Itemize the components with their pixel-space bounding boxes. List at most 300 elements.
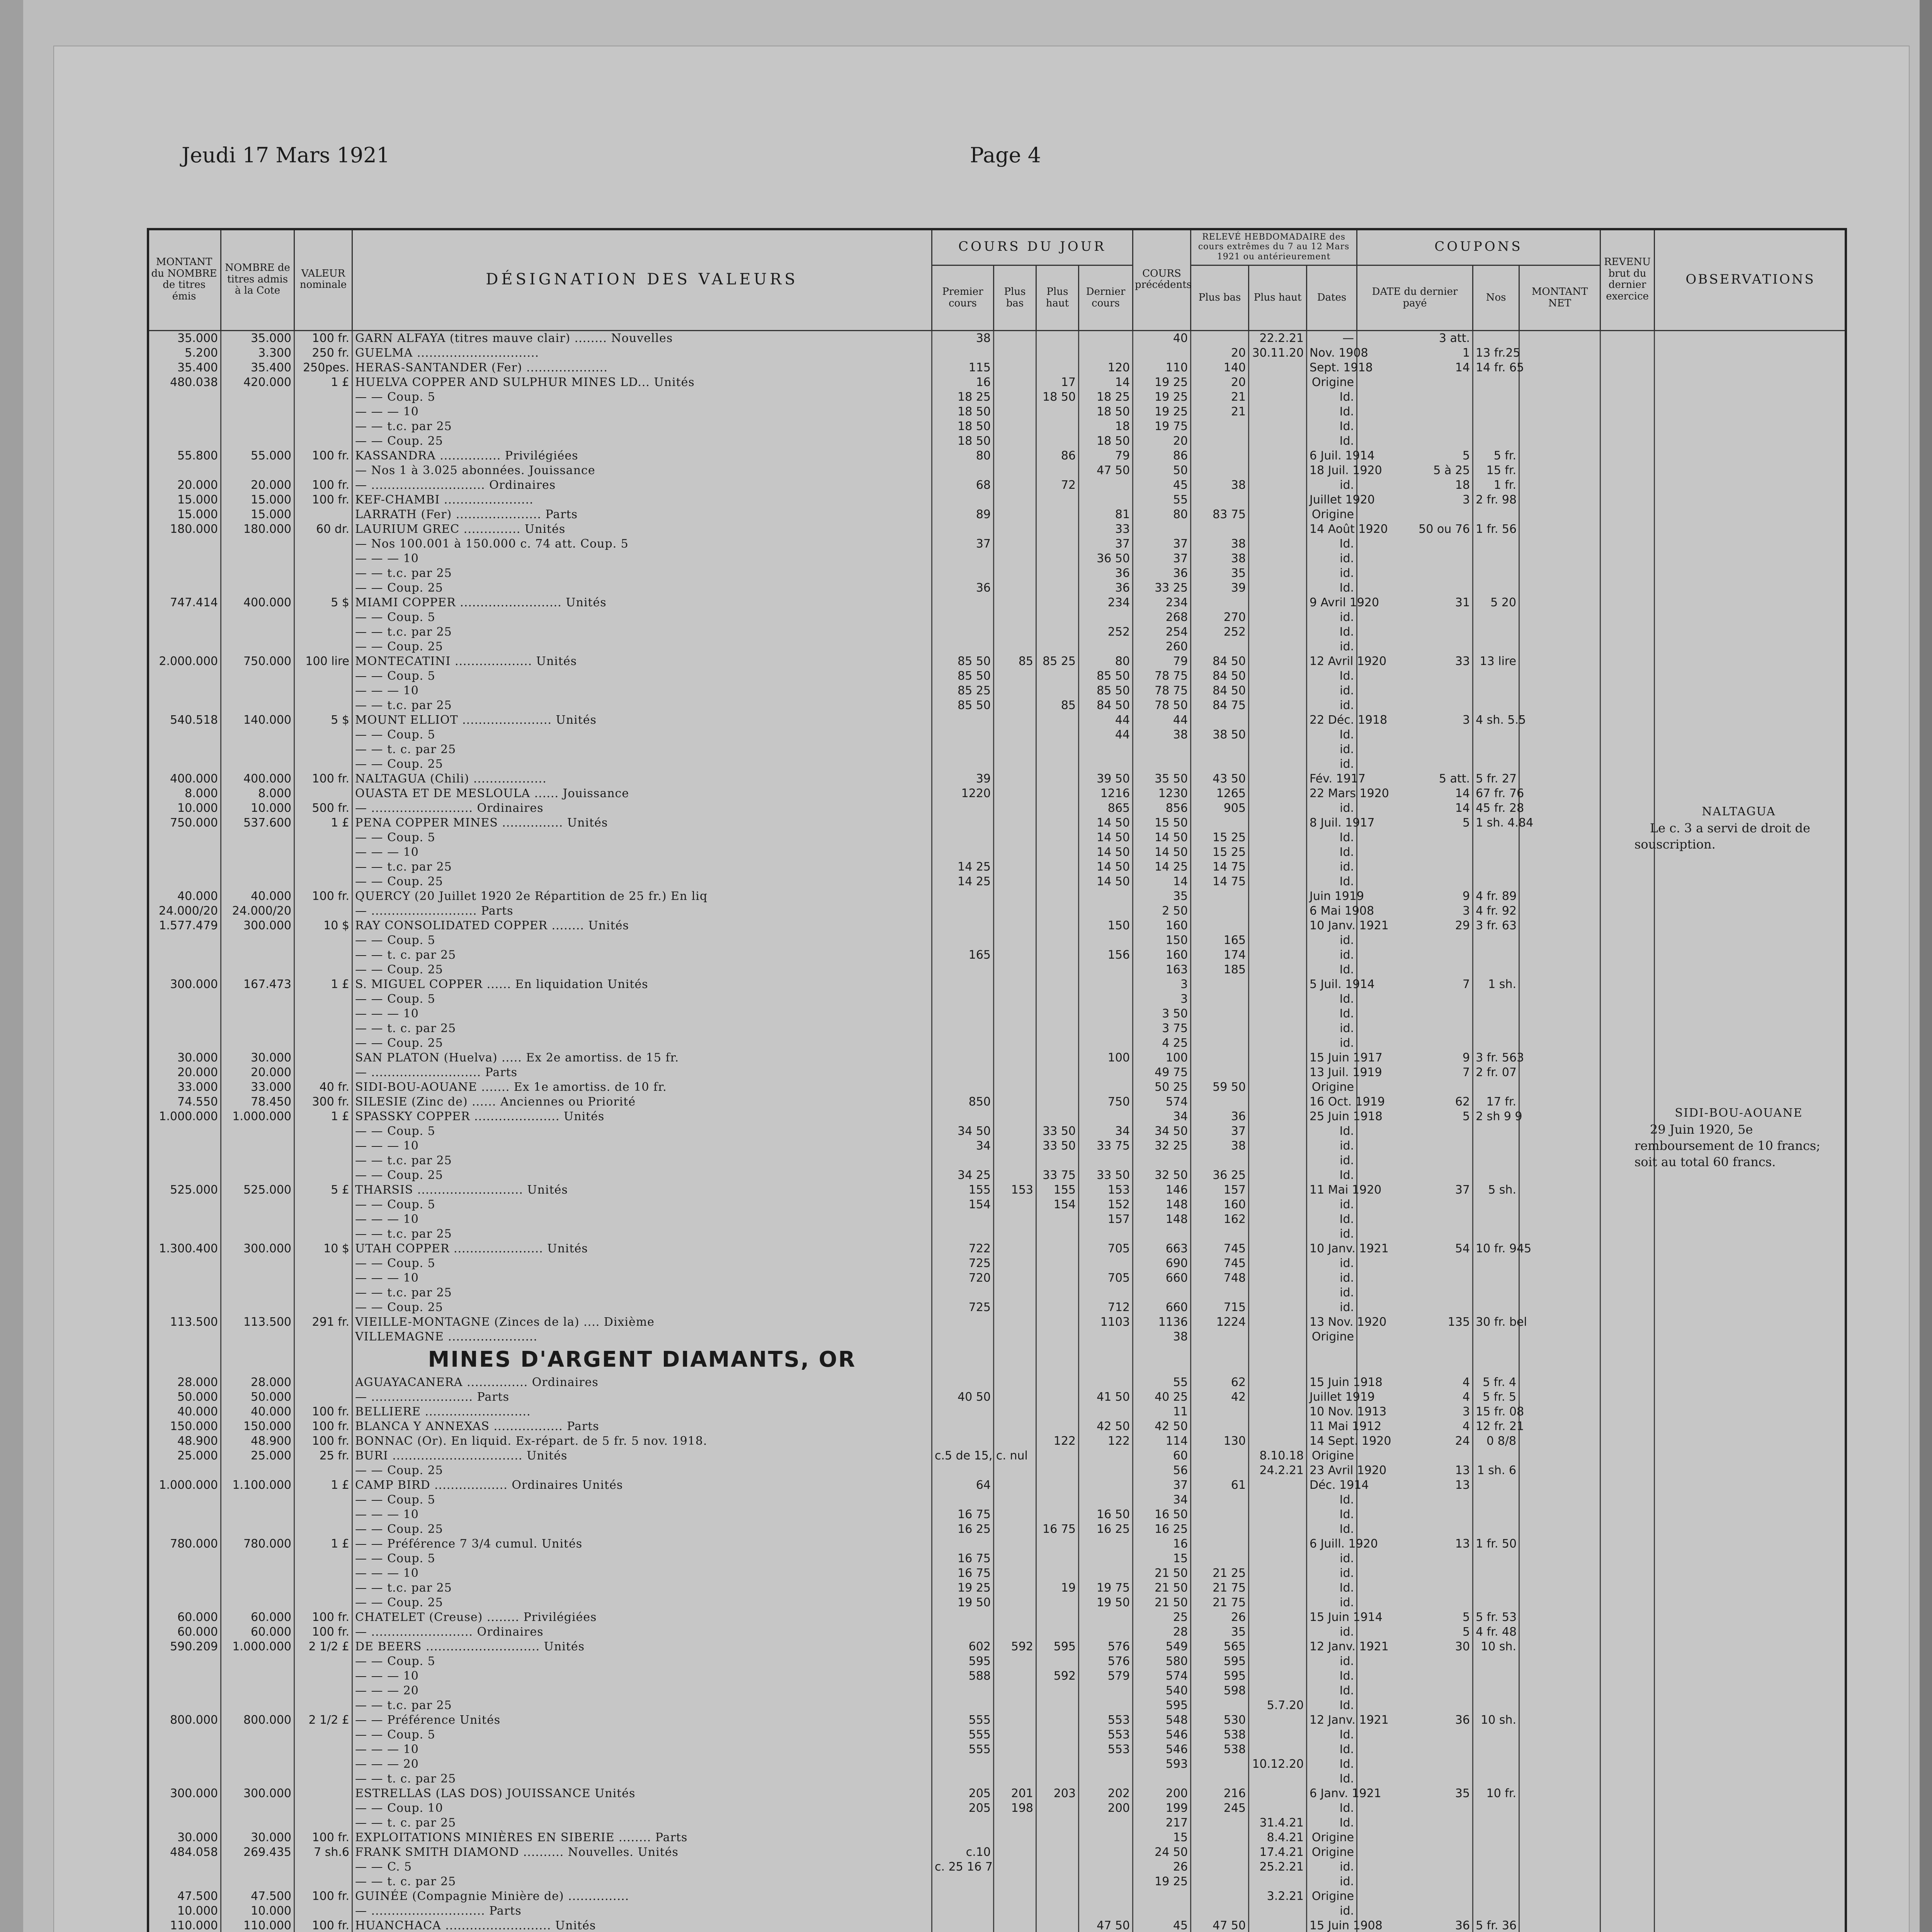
- table-cell: 5 à 25: [1357, 463, 1473, 478]
- table-cell: 576: [1079, 1639, 1133, 1654]
- table-cell: GUINÉE (Compagnie Minière de) ...............: [352, 1889, 932, 1904]
- table-cell: 1: [1357, 346, 1473, 361]
- table-cell: 747.414: [148, 595, 221, 610]
- table-cell: 2 fr. 07: [1473, 1065, 1519, 1080]
- table-cell: — — t.c. par 25: [352, 1581, 932, 1595]
- table-cell: 36: [1133, 566, 1191, 581]
- col-valeur: VALEUR nominale: [294, 229, 352, 331]
- table-cell: — — Coup. 5: [352, 1197, 932, 1212]
- table-cell: 9 Avril 1920: [1307, 595, 1357, 610]
- table-cell: — ............................ Parts: [352, 1904, 932, 1918]
- table-cell: 21 75: [1191, 1595, 1249, 1610]
- table-cell: Origine: [1307, 1080, 1357, 1095]
- table-cell: 18: [1079, 419, 1133, 434]
- table-cell: 745: [1191, 1256, 1249, 1271]
- table-cell: 8.000: [148, 786, 221, 801]
- table-cell: LAURIUM GREC .............. Unités: [352, 522, 932, 537]
- table-cell: 3: [1357, 1405, 1473, 1419]
- table-cell: 4: [1357, 1419, 1473, 1434]
- table-cell: 100 fr.: [294, 1918, 352, 1932]
- table-cell: 34 25: [932, 1168, 994, 1183]
- table-cell: 38 50: [1191, 728, 1249, 742]
- table-cell: UTAH COPPER ...................... Unités: [352, 1242, 932, 1256]
- table-cell: 400.000: [221, 772, 294, 786]
- table-cell: 1 fr.: [1473, 478, 1519, 493]
- table-cell: 122: [1079, 1434, 1133, 1449]
- table-cell: MONTECATINI ................... Unités: [352, 654, 932, 669]
- table-cell: 5 fr. 4: [1473, 1375, 1519, 1390]
- table-cell: 780.000: [221, 1537, 294, 1551]
- table-cell: 34: [932, 1139, 994, 1153]
- table-cell: Id.: [1307, 1493, 1357, 1507]
- table-cell: 5: [1357, 1625, 1473, 1639]
- table-cell: 165: [1191, 933, 1249, 948]
- table-cell: THARSIS .......................... Unités: [352, 1183, 932, 1197]
- table-cell: 745: [1191, 1242, 1249, 1256]
- table-cell: — — Coup. 25: [352, 1463, 932, 1478]
- table-cell: 5: [1357, 816, 1473, 830]
- table-cell: — — t. c. par 25: [352, 1816, 932, 1830]
- table-cell: 30.000: [148, 1830, 221, 1845]
- table-cell: —: [1307, 330, 1357, 346]
- table-cell: id.: [1307, 1595, 1357, 1610]
- table-cell: 19 25: [1133, 375, 1191, 390]
- table-cell: 79: [1133, 654, 1191, 669]
- table-cell: 5 fr. 36: [1473, 1918, 1519, 1932]
- table-cell: 18 50: [1079, 434, 1133, 449]
- table-cell: Origine: [1307, 1330, 1357, 1344]
- table-cell: 35 50: [1133, 772, 1191, 786]
- table-cell: 78 75: [1133, 684, 1191, 698]
- table-cell: ESTRELLAS (LAS DOS) JOUISSANCE Unités: [352, 1786, 932, 1801]
- table-cell: 254: [1133, 625, 1191, 639]
- table-cell: 5 $: [294, 595, 352, 610]
- table-cell: 24.000/20: [221, 904, 294, 918]
- table-cell: 150.000: [148, 1419, 221, 1434]
- table-cell: Id.: [1307, 390, 1357, 405]
- table-cell: 250 fr.: [294, 346, 352, 361]
- table-cell: — — t.c. par 25: [352, 566, 932, 581]
- table-cell: — — Coup. 5: [352, 669, 932, 684]
- table-cell: 580: [1133, 1654, 1191, 1669]
- table-cell: 146: [1133, 1183, 1191, 1197]
- table-cell: 48.900: [148, 1434, 221, 1449]
- table-cell: 100 fr.: [294, 1625, 352, 1639]
- table-cell: 260: [1133, 639, 1191, 654]
- col-dernier-cours: Dernier cours: [1079, 265, 1133, 330]
- table-cell: Id.: [1307, 963, 1357, 977]
- col-plus-haut: Plus haut: [1036, 265, 1079, 330]
- table-cell: 16 25: [1133, 1522, 1191, 1537]
- table-cell: 29: [1357, 918, 1473, 933]
- table-cell: 25: [1133, 1610, 1191, 1625]
- col-nombre: NOMBRE de titres admis à la Cote: [221, 229, 294, 331]
- table-cell: 180.000: [148, 522, 221, 537]
- table-cell: 21 50: [1133, 1566, 1191, 1581]
- table-cell: Id.: [1307, 434, 1357, 449]
- table-cell: 14 50: [1079, 845, 1133, 860]
- table-cell: 39: [932, 772, 994, 786]
- table-cell: Id.: [1307, 537, 1357, 551]
- table-cell: 110.000: [221, 1918, 294, 1932]
- table-cell: 201: [994, 1786, 1036, 1801]
- table-cell: 100 fr.: [294, 1889, 352, 1904]
- table-cell: 300.000: [221, 918, 294, 933]
- table-cell: Origine: [1307, 1449, 1357, 1463]
- table-cell: 36: [932, 581, 994, 595]
- table-cell: 38: [1191, 1139, 1249, 1153]
- table-cell: 1 fr. 56: [1473, 522, 1519, 537]
- table-cell: 1 £: [294, 977, 352, 992]
- table-cell: 60.000: [148, 1625, 221, 1639]
- table-cell: 47 50: [1191, 1918, 1249, 1932]
- table-cell: 43 50: [1191, 772, 1249, 786]
- table-cell: 1.000.000: [148, 1478, 221, 1493]
- table-cell: — — Préférence 7 3/4 cumul. Unités: [352, 1537, 932, 1551]
- table-cell: BLANCA Y ANNEXAS ................. Parts: [352, 1419, 932, 1434]
- table-cell: CAMP BIRD .................. Ordinaires Unités: [352, 1478, 932, 1493]
- table-cell: Déc. 1914: [1307, 1478, 1357, 1493]
- table-cell: 16 75: [932, 1566, 994, 1581]
- table-cell: 3 fr. 563: [1473, 1051, 1519, 1065]
- table-cell: 42 50: [1133, 1419, 1191, 1434]
- table-cell: NALTAGUA (Chili) ..................: [352, 772, 932, 786]
- table-cell: 33 25: [1133, 581, 1191, 595]
- table-cell: 579: [1079, 1669, 1133, 1684]
- table-cell: 690: [1133, 1256, 1191, 1271]
- table-cell: id.: [1307, 551, 1357, 566]
- table-cell: 5: [1357, 449, 1473, 463]
- table-cell: 553: [1079, 1713, 1133, 1728]
- table-cell: 750: [1079, 1095, 1133, 1109]
- table-cell: id.: [1307, 933, 1357, 948]
- observation-title: NALTAGUA: [1702, 805, 1776, 818]
- table-cell: 13: [1357, 1478, 1473, 1493]
- table-cell: 856: [1133, 801, 1191, 816]
- table-cell: c. 25 16 7: [932, 1860, 994, 1874]
- table-cell: 2 fr. 98: [1473, 493, 1519, 507]
- table-cell: 750.000: [221, 654, 294, 669]
- table-cell: 33: [1357, 654, 1473, 669]
- table-cell: 500 fr.: [294, 801, 352, 816]
- table-cell: 100: [1079, 1051, 1133, 1065]
- table-cell: 163: [1133, 963, 1191, 977]
- table-cell: — — Coup. 5: [352, 610, 932, 625]
- table-cell: 60.000: [221, 1625, 294, 1639]
- table-cell: Juin 1919: [1307, 889, 1357, 904]
- table-cell: 205: [932, 1786, 994, 1801]
- table-cell: AGUAYACANERA ............... Ordinaires: [352, 1375, 932, 1390]
- table-cell: 60 dr.: [294, 522, 352, 537]
- table-cell: 100 fr.: [294, 1830, 352, 1845]
- table-cell: id.: [1307, 1197, 1357, 1212]
- table-cell: 37: [1079, 537, 1133, 551]
- table-cell: OUASTA ET DE MESLOULA ...... Jouissance: [352, 786, 932, 801]
- table-cell: 15 Juin 1917: [1307, 1051, 1357, 1065]
- table-cell: — — — 10: [352, 684, 932, 698]
- table-cell: 6 Juil. 1914: [1307, 449, 1357, 463]
- table-cell: 37: [1133, 537, 1191, 551]
- table-cell: 555: [932, 1713, 994, 1728]
- table-cell: 44: [1079, 713, 1133, 728]
- table-cell: 85 25: [1036, 654, 1079, 669]
- table-cell: 10.000: [221, 1904, 294, 1918]
- table-cell: 19 75: [1133, 419, 1191, 434]
- table-cell: 8.000: [221, 786, 294, 801]
- table-cell: 18 50: [932, 405, 994, 419]
- table-cell: 40 25: [1133, 1390, 1191, 1405]
- table-cell: 62: [1191, 1375, 1249, 1390]
- table-cell: 1224: [1191, 1315, 1249, 1330]
- table-frame: [147, 228, 1847, 1932]
- table-cell: 15.000: [221, 493, 294, 507]
- table-cell: 13 lire: [1473, 654, 1519, 669]
- table-cell: 16 75: [932, 1507, 994, 1522]
- table-cell: 85 50: [932, 669, 994, 684]
- table-cell: 14 Août 1920: [1307, 522, 1357, 537]
- table-cell: 12 Janv. 1921: [1307, 1639, 1357, 1654]
- table-cell: 540: [1133, 1684, 1191, 1698]
- table-cell: 18 50: [932, 419, 994, 434]
- table-cell: 50.000: [148, 1390, 221, 1405]
- table-cell: 10.12.20: [1249, 1757, 1307, 1772]
- table-cell: EXPLOITATIONS MINIÈRES EN SIBERIE ........ Parts: [352, 1830, 932, 1845]
- table-cell: 148: [1133, 1212, 1191, 1227]
- table-cell: 100 fr.: [294, 330, 352, 346]
- table-cell: 44: [1079, 728, 1133, 742]
- table-cell: 300.000: [148, 977, 221, 992]
- table-cell: 55: [1133, 493, 1191, 507]
- table-cell: 5 fr. 27: [1473, 772, 1519, 786]
- table-cell: 300.000: [148, 1786, 221, 1801]
- table-cell: 291 fr.: [294, 1315, 352, 1330]
- table-cell: 15 50: [1133, 816, 1191, 830]
- table-cell: 12 Janv. 1921: [1307, 1713, 1357, 1728]
- table-cell: FRANK SMITH DIAMOND .......... Nouvelles. Unités: [352, 1845, 932, 1860]
- table-cell: Id.: [1307, 1757, 1357, 1772]
- table-cell: 25 Juin 1918: [1307, 1109, 1357, 1124]
- table-cell: — — — 10: [352, 1007, 932, 1021]
- table-cell: — ......................... Ordinaires: [352, 1625, 932, 1639]
- table-cell: 140: [1191, 361, 1249, 375]
- table-cell: Id.: [1307, 845, 1357, 860]
- table-cell: c.10: [932, 1845, 994, 1860]
- table-cell: 42: [1191, 1390, 1249, 1405]
- table-cell: 16 25: [1079, 1522, 1133, 1537]
- table-cell: 4 fr. 48: [1473, 1625, 1519, 1639]
- table-cell: — — t.c. par 25: [352, 860, 932, 874]
- table-cell: S. MIGUEL COPPER ...... En liquidation Unités: [352, 977, 932, 992]
- table-cell: 1 £: [294, 816, 352, 830]
- table-cell: 14 Sept. 1920: [1307, 1434, 1357, 1449]
- table-cell: 595: [1191, 1654, 1249, 1669]
- table-cell: 36 50: [1079, 551, 1133, 566]
- table-cell: id.: [1307, 566, 1357, 581]
- table-cell: 38: [1191, 551, 1249, 566]
- table-cell: 8.10.18: [1249, 1449, 1307, 1463]
- table-cell: 68: [932, 478, 994, 493]
- table-cell: 5 $: [294, 713, 352, 728]
- table-cell: 38: [1191, 478, 1249, 493]
- table-cell: — — Coup. 5: [352, 390, 932, 405]
- table-cell: 217: [1133, 1816, 1191, 1830]
- table-cell: 85 25: [932, 684, 994, 698]
- table-cell: 38: [1191, 537, 1249, 551]
- table-cell: Id.: [1307, 1816, 1357, 1830]
- table-cell: — — — 10: [352, 1271, 932, 1286]
- table-cell: 1 sh. 4.84: [1473, 816, 1519, 830]
- table-cell: 14 50: [1079, 860, 1133, 874]
- table-cell: 19 75: [1079, 1581, 1133, 1595]
- table-cell: 80: [932, 449, 994, 463]
- table-cell: 160: [1191, 1197, 1249, 1212]
- table-cell: 598: [1191, 1684, 1249, 1698]
- table-cell: 705: [1079, 1271, 1133, 1286]
- table-cell: 5.200: [148, 346, 221, 361]
- table-cell: Id.: [1307, 1801, 1357, 1816]
- table-cell: 30.000: [221, 1830, 294, 1845]
- table-cell: 553: [1079, 1728, 1133, 1742]
- table-cell: 20: [1133, 434, 1191, 449]
- col-observations: OBSERVATIONS: [1655, 229, 1847, 331]
- table-cell: id.: [1307, 742, 1357, 757]
- table-cell: 15 25: [1191, 845, 1249, 860]
- table-cell: 750.000: [148, 816, 221, 830]
- table-cell: 19 25: [1133, 390, 1191, 405]
- table-cell: 3.300: [221, 346, 294, 361]
- table-cell: 13 Juil. 1919: [1307, 1065, 1357, 1080]
- table-cell: 199: [1133, 1801, 1191, 1816]
- table-cell: SAN PLATON (Huelva) ..... Ex 2e amortiss. de 15 fr.: [352, 1051, 932, 1065]
- table-cell: 1220: [932, 786, 994, 801]
- table-cell: 5 sh.: [1473, 1183, 1519, 1197]
- table-cell: id.: [1307, 860, 1357, 874]
- table-cell: 37: [1191, 1124, 1249, 1139]
- table-cell: 85 50: [932, 654, 994, 669]
- table-cell: — — t. c. par 25: [352, 742, 932, 757]
- table-cell: 592: [1036, 1669, 1079, 1684]
- table-cell: 21 50: [1133, 1595, 1191, 1610]
- table-cell: 47.500: [221, 1889, 294, 1904]
- col-coupon-no: Nos: [1473, 265, 1519, 330]
- table-cell: 234: [1133, 595, 1191, 610]
- table-cell: 10 fr.: [1473, 1786, 1519, 1801]
- table-cell: 22.2.21: [1249, 330, 1307, 346]
- table-cell: — — — 10: [352, 1669, 932, 1684]
- table-cell: 20.000: [148, 1065, 221, 1080]
- table-cell: Origine: [1307, 375, 1357, 390]
- table-cell: 24.000/20: [148, 904, 221, 918]
- table-cell: 35.000: [148, 330, 221, 346]
- table-cell: 1.300.400: [148, 1242, 221, 1256]
- table-cell: 592: [994, 1639, 1036, 1654]
- table-cell: 538: [1191, 1742, 1249, 1757]
- table-cell: SIDI-BOU-AOUANE ....... Ex 1e amortiss. de 10 fr.: [352, 1080, 932, 1095]
- table-cell: 546: [1133, 1742, 1191, 1757]
- table-cell: 47 50: [1079, 1918, 1133, 1932]
- col-montant: MONTANT du NOMBRE de titres émis: [148, 229, 221, 331]
- table-cell: 18 50: [1079, 405, 1133, 419]
- table-cell: — — t.c. par 25: [352, 1227, 932, 1242]
- table-cell: 152: [1079, 1197, 1133, 1212]
- table-cell: 30 fr. bel: [1473, 1315, 1519, 1330]
- table-cell: 595: [932, 1654, 994, 1669]
- table-cell: 40 fr.: [294, 1080, 352, 1095]
- table-cell: 174: [1191, 948, 1249, 963]
- table-cell: Id.: [1307, 625, 1357, 639]
- table-cell: 400.000: [221, 595, 294, 610]
- table-cell: 130: [1191, 1434, 1249, 1449]
- table-cell: 67 fr. 76: [1473, 786, 1519, 801]
- table-cell: 565: [1191, 1639, 1249, 1654]
- table-cell: — — Coup. 25: [352, 1300, 932, 1315]
- table-cell: 56: [1133, 1463, 1191, 1478]
- table-cell: 157: [1079, 1212, 1133, 1227]
- table-cell: 15 fr.: [1473, 463, 1519, 478]
- table-cell: id.: [1307, 1654, 1357, 1669]
- table-cell: 250pes.: [294, 361, 352, 375]
- table-cell: — — Coup. 5: [352, 1256, 932, 1271]
- table-cell: 28.000: [221, 1375, 294, 1390]
- table-cell: 22 Mars 1920: [1307, 786, 1357, 801]
- table-cell: MOUNT ELLIOT ...................... Unités: [352, 713, 932, 728]
- table-cell: id.: [1307, 639, 1357, 654]
- table-cell: 525.000: [221, 1183, 294, 1197]
- table-cell: 28: [1133, 1625, 1191, 1639]
- table-cell: 1103: [1079, 1315, 1133, 1330]
- table-cell: 865: [1079, 801, 1133, 816]
- table-cell: 37: [932, 537, 994, 551]
- table-cell: id.: [1307, 478, 1357, 493]
- table-cell: Origine: [1307, 1830, 1357, 1845]
- table-cell: 100 lire: [294, 654, 352, 669]
- table-cell: 84 75: [1191, 698, 1249, 713]
- table-cell: 86: [1036, 449, 1079, 463]
- table-cell: 153: [1079, 1183, 1133, 1197]
- table-cell: 49 75: [1133, 1065, 1191, 1080]
- table-cell: id.: [1307, 698, 1357, 713]
- col-revenu: REVENU brut du dernier exercice: [1600, 229, 1655, 331]
- table-cell: — — — 10: [352, 1742, 932, 1757]
- table-cell: 50 ou 76: [1357, 522, 1473, 537]
- table-cell: 24 50: [1133, 1845, 1191, 1860]
- col-montant-net: MONTANT NET: [1519, 265, 1600, 330]
- table-cell: — — Coup. 5: [352, 728, 932, 742]
- table-cell: 16 75: [932, 1551, 994, 1566]
- table-cell: 165: [932, 948, 994, 963]
- table-cell: 10 Nov. 1913: [1307, 1405, 1357, 1419]
- table-cell: 216: [1191, 1786, 1249, 1801]
- table-cell: 7 sh.6: [294, 1845, 352, 1860]
- table-cell: 484.058: [148, 1845, 221, 1860]
- table-cell: 84 50: [1079, 698, 1133, 713]
- table-cell: 36: [1079, 581, 1133, 595]
- table-cell: — — t.c. par 25: [352, 698, 932, 713]
- table-cell: 602: [932, 1639, 994, 1654]
- table-cell: 234: [1079, 595, 1133, 610]
- table-cell: 525.000: [148, 1183, 221, 1197]
- table-cell: 16 50: [1133, 1507, 1191, 1522]
- table-cell: 41 50: [1079, 1390, 1133, 1405]
- table-cell: 34 50: [1133, 1124, 1191, 1139]
- table-cell: 85 50: [932, 698, 994, 713]
- table-cell: 39 50: [1079, 772, 1133, 786]
- table-cell: 21 25: [1191, 1566, 1249, 1581]
- table-cell: 47.500: [148, 1889, 221, 1904]
- table-cell: 36: [1079, 566, 1133, 581]
- table-cell: 10 sh.: [1473, 1639, 1519, 1654]
- table-cell: 155: [1036, 1183, 1079, 1197]
